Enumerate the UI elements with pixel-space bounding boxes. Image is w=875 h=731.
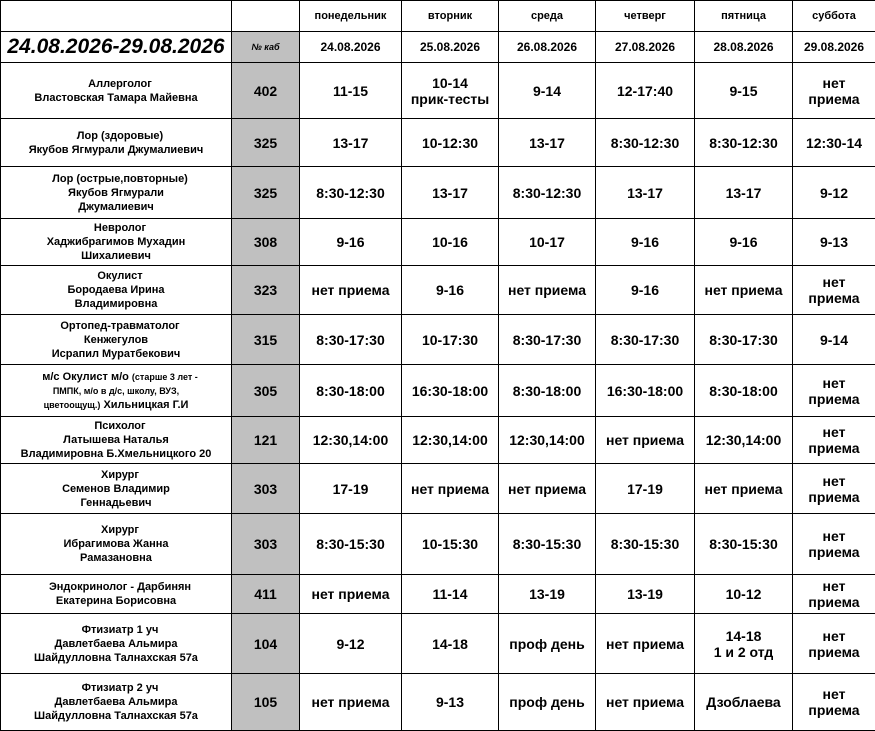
schedule-cell: 13-19 bbox=[499, 575, 596, 614]
specialty-label bbox=[1, 419, 231, 433]
specialty-label bbox=[1, 523, 231, 537]
day-name: четверг bbox=[596, 1, 695, 32]
specialty-label bbox=[1, 468, 231, 482]
empty-header-cell bbox=[1, 1, 232, 32]
schedule-cell: 8:30-17:30 bbox=[695, 315, 793, 365]
specialty-text: Ортопед-травматолог bbox=[60, 319, 180, 332]
doctor-name-line: Исрапил Муратбекович bbox=[51, 347, 181, 360]
specialty-text: Окулист bbox=[97, 270, 143, 282]
specialty-label bbox=[1, 221, 231, 235]
cabinet-number: 303 bbox=[232, 514, 300, 575]
header-row-dates bbox=[1, 32, 875, 63]
doctor-name-line: Шайдулловна Талнахская 57а bbox=[34, 710, 198, 722]
schedule-cell: 8:30-17:30 bbox=[596, 315, 695, 365]
schedule-cell: 12:30,14:00 bbox=[695, 417, 793, 464]
schedule-cell: 9-12 bbox=[300, 614, 402, 674]
schedule-cell: нет приема bbox=[695, 464, 793, 514]
schedule-cell: 8:30-12:30 bbox=[695, 119, 793, 167]
doctor-name-line: Бородаева Ирина bbox=[67, 284, 165, 296]
day-name: среда bbox=[499, 1, 596, 32]
doctor-cell bbox=[1, 266, 232, 315]
schedule-cell: Дзоблаева bbox=[695, 674, 793, 731]
doctor-name-line: Ибрагимова Жанна bbox=[63, 538, 169, 550]
schedule-cell: проф день bbox=[499, 674, 596, 731]
specialty-label bbox=[1, 681, 231, 695]
specialty-text: Лор (здоровые) bbox=[76, 129, 164, 142]
schedule-cell: нет приема bbox=[793, 614, 875, 674]
schedule-cell: 10-12:30 bbox=[402, 119, 499, 167]
specialty-text: Психолог bbox=[94, 420, 146, 432]
specialty-text: Фтизиатр 1 уч bbox=[81, 623, 159, 636]
schedule-cell: нет приема bbox=[300, 266, 402, 315]
cabinet-number: 303 bbox=[232, 464, 300, 514]
schedule-cell: 16:30-18:00 bbox=[596, 365, 695, 417]
table-row bbox=[1, 365, 875, 417]
schedule-cell: 13-17 bbox=[596, 167, 695, 219]
doctor-cell bbox=[1, 417, 232, 464]
schedule-cell: 8:30-17:30 bbox=[300, 315, 402, 365]
table-row bbox=[1, 63, 875, 119]
doctor-name-line: Екатерина Борисовна bbox=[55, 595, 177, 607]
schedule-cell: 9-16 bbox=[402, 266, 499, 315]
table-row bbox=[1, 417, 875, 464]
schedule-cell: 9-16 bbox=[300, 219, 402, 266]
schedule-cell: 10-12 bbox=[695, 575, 793, 614]
specialty-note: м/о bbox=[107, 370, 132, 383]
specialty-text: Хирург bbox=[101, 524, 139, 536]
day-date: 29.08.2026 bbox=[793, 32, 875, 63]
schedule-cell: 10-17:30 bbox=[402, 315, 499, 365]
schedule-cell: 8:30-12:30 bbox=[596, 119, 695, 167]
doctor-cell bbox=[1, 119, 232, 167]
cabinet-number: 315 bbox=[232, 315, 300, 365]
doctor-name: Хильницкая Г.И bbox=[100, 398, 189, 411]
schedule-cell: 8:30-17:30 bbox=[499, 315, 596, 365]
schedule-cell: 12:30,14:00 bbox=[300, 417, 402, 464]
doctor-name-line: Латышева Наталья bbox=[63, 434, 169, 446]
schedule-cell: нет приема bbox=[300, 575, 402, 614]
specialty-note-small: (старше 3 лет - bbox=[131, 371, 198, 382]
schedule-cell: 8:30-18:00 bbox=[300, 365, 402, 417]
cabinet-number: 411 bbox=[232, 575, 300, 614]
schedule-cell: нет приема bbox=[300, 674, 402, 731]
schedule-cell: 9-16 bbox=[596, 219, 695, 266]
cabinet-number: 105 bbox=[232, 674, 300, 731]
schedule-cell: нет приема bbox=[793, 575, 875, 614]
day-date: 28.08.2026 bbox=[695, 32, 793, 63]
cabinet-number: 323 bbox=[232, 266, 300, 315]
specialty-label bbox=[1, 623, 231, 637]
day-name: вторник bbox=[402, 1, 499, 32]
schedule-cell: 9-13 bbox=[402, 674, 499, 731]
doctor-name-line: Якубов Ягмурали Джумалиевич bbox=[28, 143, 204, 156]
doctor-name-line: Геннадьевич bbox=[80, 496, 152, 509]
schedule-cell: 17-19 bbox=[300, 464, 402, 514]
specialty-label bbox=[1, 269, 231, 283]
cabinet-number: 308 bbox=[232, 219, 300, 266]
schedule-cell: нет приема bbox=[793, 674, 875, 731]
schedule-cell: 13-17 bbox=[402, 167, 499, 219]
schedule-cell: 9-13 bbox=[793, 219, 875, 266]
cabinet-number: 121 bbox=[232, 417, 300, 464]
schedule-cell: 13-17 bbox=[499, 119, 596, 167]
specialty-text: Фтизиатр 2 уч bbox=[81, 682, 159, 694]
doctor-cell bbox=[1, 365, 232, 417]
day-date: 26.08.2026 bbox=[499, 32, 596, 63]
schedule-cell: 12:30,14:00 bbox=[499, 417, 596, 464]
schedule-cell: проф день bbox=[499, 614, 596, 674]
day-name: понедельник bbox=[300, 1, 402, 32]
header-row-days bbox=[1, 1, 875, 32]
schedule-cell: нет приема bbox=[596, 674, 695, 731]
schedule-cell: 10-17 bbox=[499, 219, 596, 266]
day-date: 25.08.2026 bbox=[402, 32, 499, 63]
schedule-cell: нет приема bbox=[793, 514, 875, 575]
schedule-cell: 12:30-14 bbox=[793, 119, 875, 167]
doctor-cell bbox=[1, 219, 232, 266]
schedule-cell: 10-14 прик-тесты bbox=[402, 63, 499, 119]
schedule-cell: 10-15:30 bbox=[402, 514, 499, 575]
specialty-text: Лор (острые,повторные) bbox=[52, 172, 188, 185]
schedule-cell: 13-17 bbox=[695, 167, 793, 219]
schedule-cell: 11-14 bbox=[402, 575, 499, 614]
doctor-cell bbox=[1, 315, 232, 365]
specialty-label bbox=[1, 319, 231, 333]
schedule-cell: нет приема bbox=[596, 614, 695, 674]
schedule-cell: нет приема bbox=[499, 464, 596, 514]
doctor-cell bbox=[1, 614, 232, 674]
doctor-name-line: Властовская Тамара Майевна bbox=[34, 91, 198, 104]
schedule-cell: 9-14 bbox=[793, 315, 875, 365]
doctor-name-line: Давлетбаева Альмира bbox=[54, 637, 178, 650]
specialty-label bbox=[1, 580, 231, 594]
doctor-name-line: цветоощущ.) Хильницкая Г.И bbox=[43, 398, 189, 411]
cabinet-number: 104 bbox=[232, 614, 300, 674]
schedule-cell: 9-15 bbox=[695, 63, 793, 119]
schedule-cell: нет приема bbox=[695, 266, 793, 315]
cabinet-header: № каб bbox=[232, 32, 300, 63]
schedule-cell: 9-16 bbox=[695, 219, 793, 266]
cabinet-number: 325 bbox=[232, 167, 300, 219]
doctor-name-line: Джумалиевич bbox=[78, 200, 154, 213]
doctor-name-line: Якубов Ягмурали bbox=[68, 186, 164, 199]
specialty-text: Эндокринолог - Дарбинян bbox=[48, 581, 192, 593]
period-title: 24.08.2026-29.08.2026 bbox=[1, 32, 232, 63]
table-row bbox=[1, 119, 875, 167]
doctor-name-line: ПМПК, м/о в д/с, школу, ВУЗ, bbox=[52, 385, 180, 396]
specialty-text: Аллерголог bbox=[88, 77, 152, 90]
schedule-cell: 8:30-15:30 bbox=[596, 514, 695, 575]
table-row bbox=[1, 167, 875, 219]
schedule-cell: 13-19 bbox=[596, 575, 695, 614]
table-row bbox=[1, 674, 875, 731]
day-name: суббота bbox=[793, 1, 875, 32]
doctor-name-line: Семенов Владимир bbox=[62, 482, 170, 495]
schedule-cell: 17-19 bbox=[596, 464, 695, 514]
doctor-cell bbox=[1, 575, 232, 614]
cabinet-number: 325 bbox=[232, 119, 300, 167]
doctor-name-line: Рамазановна bbox=[80, 552, 152, 564]
specialty-label bbox=[1, 172, 231, 186]
schedule-cell: нет приема bbox=[793, 417, 875, 464]
schedule-cell: 13-17 bbox=[300, 119, 402, 167]
table-row bbox=[1, 464, 875, 514]
day-date: 24.08.2026 bbox=[300, 32, 402, 63]
day-name: пятница bbox=[695, 1, 793, 32]
specialty-text: Хирург bbox=[101, 468, 139, 481]
table-row bbox=[1, 514, 875, 575]
specialty-label bbox=[1, 77, 231, 91]
schedule-cell: нет приема bbox=[793, 464, 875, 514]
doctor-cell bbox=[1, 167, 232, 219]
table-row bbox=[1, 614, 875, 674]
doctor-name-line: Хаджибрагимов Мухадин bbox=[46, 236, 186, 248]
schedule-cell: 11-15 bbox=[300, 63, 402, 119]
schedule-cell: 8:30-18:00 bbox=[499, 365, 596, 417]
schedule-cell: 16:30-18:00 bbox=[402, 365, 499, 417]
doctor-name-line: Владимировна bbox=[74, 298, 158, 310]
schedule-cell: нет приема bbox=[793, 63, 875, 119]
cabinet-number: 402 bbox=[232, 63, 300, 119]
schedule-cell: 8:30-15:30 bbox=[300, 514, 402, 575]
schedule-cell: 8:30-12:30 bbox=[499, 167, 596, 219]
doctor-cell bbox=[1, 464, 232, 514]
schedule-cell: 12-17:40 bbox=[596, 63, 695, 119]
doctor-cell bbox=[1, 63, 232, 119]
doctor-name-line: Шайдулловна Талнахская 57а bbox=[34, 651, 198, 664]
doctor-name-line: Владимировна Б.Хмельницкого 20 bbox=[20, 448, 212, 460]
schedule-cell: 14-18 bbox=[402, 614, 499, 674]
schedule-cell: 8:30-15:30 bbox=[499, 514, 596, 575]
doctor-name-line: Кенжегулов bbox=[83, 333, 149, 346]
specialty-label bbox=[1, 129, 231, 143]
table-row bbox=[1, 266, 875, 315]
doctor-name-line: Шихалиевич bbox=[81, 250, 151, 262]
doctor-cell bbox=[1, 514, 232, 575]
empty-header-cell bbox=[232, 1, 300, 32]
schedule-cell: нет приема bbox=[499, 266, 596, 315]
schedule-cell: 9-16 bbox=[596, 266, 695, 315]
schedule-cell: нет приема bbox=[402, 464, 499, 514]
schedule-cell: 8:30-12:30 bbox=[300, 167, 402, 219]
schedule-cell: 9-14 bbox=[499, 63, 596, 119]
schedule-cell: 10-16 bbox=[402, 219, 499, 266]
schedule-cell: 9-12 bbox=[793, 167, 875, 219]
schedule-cell: 8:30-18:00 bbox=[695, 365, 793, 417]
specialty-text: Невролог bbox=[93, 222, 147, 234]
table-row bbox=[1, 575, 875, 614]
day-date: 27.08.2026 bbox=[596, 32, 695, 63]
schedule-cell: 14-18 1 и 2 отд bbox=[695, 614, 793, 674]
schedule-cell: 12:30,14:00 bbox=[402, 417, 499, 464]
schedule-cell: нет приема bbox=[793, 365, 875, 417]
doctor-cell bbox=[1, 674, 232, 731]
table-row bbox=[1, 315, 875, 365]
cabinet-number: 305 bbox=[232, 365, 300, 417]
schedule-cell: нет приема bbox=[596, 417, 695, 464]
table-row bbox=[1, 219, 875, 266]
specialty-text: м/с Окулист bbox=[42, 370, 108, 383]
schedule-cell: нет приема bbox=[793, 266, 875, 315]
schedule-cell: 8:30-15:30 bbox=[695, 514, 793, 575]
specialty-label bbox=[1, 370, 231, 384]
doctor-name-line: Давлетбаева Альмира bbox=[54, 696, 178, 708]
